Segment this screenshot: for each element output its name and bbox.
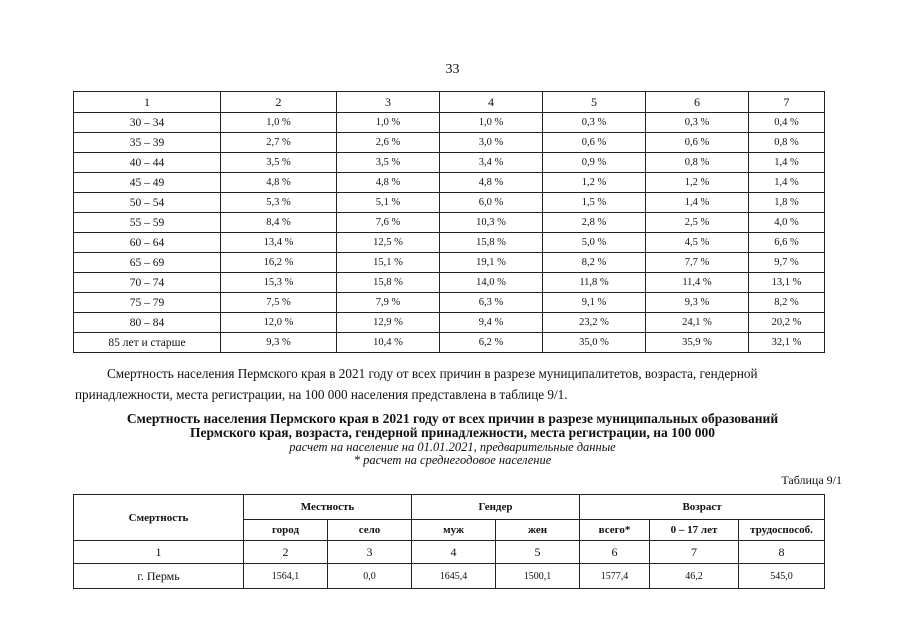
age-group-cell: 45 – 49	[74, 173, 221, 193]
percent-cell: 10,3 %	[440, 213, 543, 233]
table-row	[74, 153, 825, 173]
column-number: 5	[496, 541, 580, 564]
sub-header: жен	[496, 520, 580, 541]
column-number: 1	[74, 92, 221, 113]
table-row	[74, 273, 825, 293]
column-number: 7	[650, 541, 739, 564]
percent-cell: 10,4 %	[337, 333, 440, 353]
column-number: 7	[749, 92, 825, 113]
table-row	[74, 333, 825, 353]
percent-cell: 4,8 %	[337, 173, 440, 193]
percent-cell: 35,0 %	[543, 333, 646, 353]
sub-header: муж	[412, 520, 496, 541]
age-group-cell: 50 – 54	[74, 193, 221, 213]
value-cell: 1500,1	[496, 564, 580, 589]
percent-cell: 6,0 %	[440, 193, 543, 213]
percent-cell: 1,4 %	[749, 173, 825, 193]
percent-cell: 15,3 %	[221, 273, 337, 293]
percent-cell: 9,7 %	[749, 253, 825, 273]
percent-cell: 19,1 %	[440, 253, 543, 273]
percent-cell: 4,8 %	[440, 173, 543, 193]
percent-cell: 0,4 %	[749, 113, 825, 133]
percent-cell: 1,0 %	[337, 113, 440, 133]
sub-header: всего*	[580, 520, 650, 541]
percent-cell: 0,6 %	[646, 133, 749, 153]
column-number: 4	[440, 92, 543, 113]
percent-cell: 7,5 %	[221, 293, 337, 313]
header-locality: Местность	[244, 495, 412, 520]
percent-cell: 2,8 %	[543, 213, 646, 233]
percent-cell: 15,8 %	[337, 273, 440, 293]
percent-cell: 3,0 %	[440, 133, 543, 153]
sub-header: село	[328, 520, 412, 541]
percent-cell: 0,9 %	[543, 153, 646, 173]
column-number: 5	[543, 92, 646, 113]
table-subtitle	[0, 441, 905, 467]
percent-cell: 3,5 %	[337, 153, 440, 173]
percent-cell: 8,2 %	[749, 293, 825, 313]
percent-cell: 3,5 %	[221, 153, 337, 173]
percent-cell: 1,2 %	[543, 173, 646, 193]
table-row	[74, 173, 825, 193]
header-gender: Гендер	[412, 495, 580, 520]
percent-cell: 0,3 %	[646, 113, 749, 133]
percent-cell: 1,4 %	[646, 193, 749, 213]
age-group-cell: 65 – 69	[74, 253, 221, 273]
age-group-cell: 35 – 39	[74, 133, 221, 153]
percent-cell: 6,6 %	[749, 233, 825, 253]
value-cell: 1577,4	[580, 564, 650, 589]
intro-paragraph: Смертность населения Пермского края в 2021 году от всех причин в разрезе муниципалитетов, возраста, гендерной принадлежности, места регистрации, на 100 000 населения представлена в таблице 9/1.	[75, 366, 758, 402]
column-number: 8	[739, 541, 825, 564]
table-row	[74, 293, 825, 313]
percent-cell: 0,8 %	[749, 133, 825, 153]
percent-cell: 6,2 %	[440, 333, 543, 353]
percent-cell: 9,4 %	[440, 313, 543, 333]
age-group-cell: 75 – 79	[74, 293, 221, 313]
percent-cell: 12,5 %	[337, 233, 440, 253]
percent-cell: 16,2 %	[221, 253, 337, 273]
percent-cell: 1,8 %	[749, 193, 825, 213]
percent-cell: 1,5 %	[543, 193, 646, 213]
value-cell: 46,2	[650, 564, 739, 589]
column-number: 3	[337, 92, 440, 113]
table-row	[74, 133, 825, 153]
percent-cell: 7,6 %	[337, 213, 440, 233]
percent-cell: 8,4 %	[221, 213, 337, 233]
percent-cell: 0,3 %	[543, 113, 646, 133]
column-number: 2	[244, 541, 328, 564]
column-number: 6	[580, 541, 650, 564]
column-number: 1	[74, 541, 244, 564]
age-group-cell: 30 – 34	[74, 113, 221, 133]
mortality-table	[73, 494, 825, 589]
sub-header: город	[244, 520, 328, 541]
value-cell: 545,0	[739, 564, 825, 589]
table-row	[74, 564, 825, 589]
percent-cell: 14,0 %	[440, 273, 543, 293]
table-row	[74, 193, 825, 213]
municipality-cell: г. Пермь	[74, 564, 244, 589]
percent-cell: 2,6 %	[337, 133, 440, 153]
percent-cell: 0,8 %	[646, 153, 749, 173]
table-subtitle-line-1: расчет на население на 01.01.2021, предварительные данные	[289, 440, 616, 454]
percent-cell: 12,9 %	[337, 313, 440, 333]
table-row	[74, 313, 825, 333]
percent-cell: 3,4 %	[440, 153, 543, 173]
percent-cell: 7,7 %	[646, 253, 749, 273]
header-mortality: Смертность	[74, 495, 244, 541]
percent-cell: 23,2 %	[543, 313, 646, 333]
percent-cell: 35,9 %	[646, 333, 749, 353]
percent-cell: 11,8 %	[543, 273, 646, 293]
percent-cell: 6,3 %	[440, 293, 543, 313]
percent-cell: 8,2 %	[543, 253, 646, 273]
percent-cell: 1,4 %	[749, 153, 825, 173]
percent-cell: 1,0 %	[440, 113, 543, 133]
table-row	[74, 113, 825, 133]
percent-cell: 9,3 %	[646, 293, 749, 313]
percent-cell: 9,1 %	[543, 293, 646, 313]
table-row	[74, 213, 825, 233]
column-number: 2	[221, 92, 337, 113]
table-label: Таблица 9/1	[781, 473, 842, 487]
percent-cell: 4,8 %	[221, 173, 337, 193]
value-cell: 1645,4	[412, 564, 496, 589]
percent-cell: 12,0 %	[221, 313, 337, 333]
percent-cell: 1,0 %	[221, 113, 337, 133]
percent-cell: 7,9 %	[337, 293, 440, 313]
percent-cell: 4,5 %	[646, 233, 749, 253]
column-number-row	[74, 92, 825, 113]
age-distribution-table	[73, 91, 825, 353]
age-group-cell: 80 – 84	[74, 313, 221, 333]
age-group-cell: 55 – 59	[74, 213, 221, 233]
column-number: 4	[412, 541, 496, 564]
percent-cell: 24,1 %	[646, 313, 749, 333]
column-number: 6	[646, 92, 749, 113]
age-group-cell: 70 – 74	[74, 273, 221, 293]
percent-cell: 15,8 %	[440, 233, 543, 253]
table-row	[74, 253, 825, 273]
value-cell: 1564,1	[244, 564, 328, 589]
percent-cell: 20,2 %	[749, 313, 825, 333]
percent-cell: 5,0 %	[543, 233, 646, 253]
percent-cell: 13,1 %	[749, 273, 825, 293]
page-number: 33	[445, 62, 460, 77]
age-group-cell: 85 лет и старше	[74, 333, 221, 353]
table-subtitle-line-2: * расчет на среднегодовое население	[353, 453, 552, 467]
percent-cell: 13,4 %	[221, 233, 337, 253]
percent-cell: 9,3 %	[221, 333, 337, 353]
value-cell: 0,0	[328, 564, 412, 589]
sub-header: 0 – 17 лет	[650, 520, 739, 541]
percent-cell: 2,7 %	[221, 133, 337, 153]
percent-cell: 5,3 %	[221, 193, 337, 213]
sub-header: трудоспособ.	[739, 520, 825, 541]
percent-cell: 32,1 %	[749, 333, 825, 353]
table-title-line-2: Пермского края, возраста, гендерной принадлежности, места регистрации, на 100 000	[189, 425, 716, 440]
percent-cell: 0,6 %	[543, 133, 646, 153]
percent-cell: 4,0 %	[749, 213, 825, 233]
percent-cell: 15,1 %	[337, 253, 440, 273]
percent-cell: 5,1 %	[337, 193, 440, 213]
percent-cell: 11,4 %	[646, 273, 749, 293]
percent-cell: 2,5 %	[646, 213, 749, 233]
age-group-cell: 60 – 64	[74, 233, 221, 253]
age-group-cell: 40 – 44	[74, 153, 221, 173]
column-number: 3	[328, 541, 412, 564]
percent-cell: 1,2 %	[646, 173, 749, 193]
table-title-line-1: Смертность населения Пермского края в 2021 году от всех причин в разрезе муниципальных образований	[126, 411, 779, 426]
header-age: Возраст	[580, 495, 825, 520]
table-row	[74, 233, 825, 253]
table-title	[0, 412, 905, 440]
